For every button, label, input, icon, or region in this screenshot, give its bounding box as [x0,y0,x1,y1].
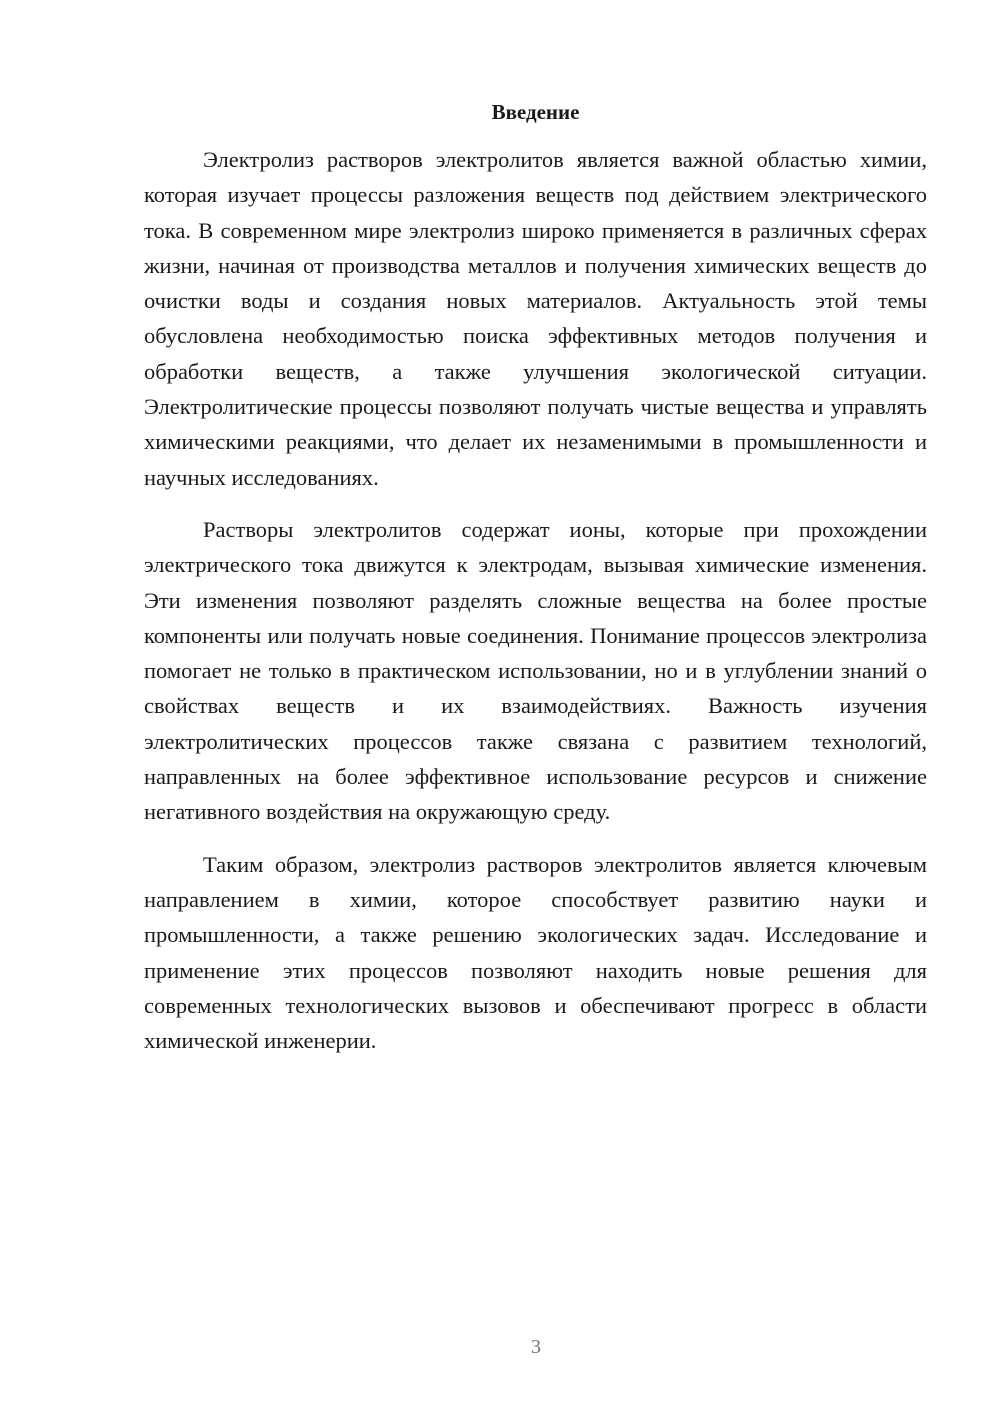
page-number: 3 [531,1336,541,1358]
body-text [144,142,927,1075]
section-title: Введение [491,100,580,124]
paragraph-3: Таким образом, электролиз растворов электролитов является ключевым направлением в химии, которое способствует развитию науки и промышленности, а также решению экологических задач. Исследование и применение этих процессов позволяют находить новые решения для современных технологических вызовов и обеспечивают прогресс в области химической инженерии. [144,851,927,1054]
paragraph-1: Электролиз растворов электролитов является важной областью химии, которая изучает процессы разложения веществ под действием электрического тока. В современном мире электролиз широко применяется в различных сферах жизни, начиная от производства металлов и получения химических веществ до очистки воды и создания новых материалов. Актуальность этой темы обусловлена необходимостью поиска эффективных методов получения и обработки веществ, а также улучшения экологической ситуации. Электролитические процессы позволяют получать чистые вещества и управлять химическими реакциями, что делает их незаменимыми в промышленности и научных исследованиях. [144,147,927,490]
paragraph-2: Растворы электролитов содержат ионы, которые при прохождении электрического тока движутся к электродам, вызывая химические изменения. Эти изменения позволяют разделять сложные вещества на более простые компоненты или получать новые соединения. Понимание процессов электролиза помогает не только в практическом использовании, но и в углублении знаний о свойствах веществ и их взаимодействиях. Важность изучения электролитических процессов также связана с развитием технологий, направленных на более эффективное использование ресурсов и снижение негативного воздействия на окружающую среду. [144,516,927,825]
